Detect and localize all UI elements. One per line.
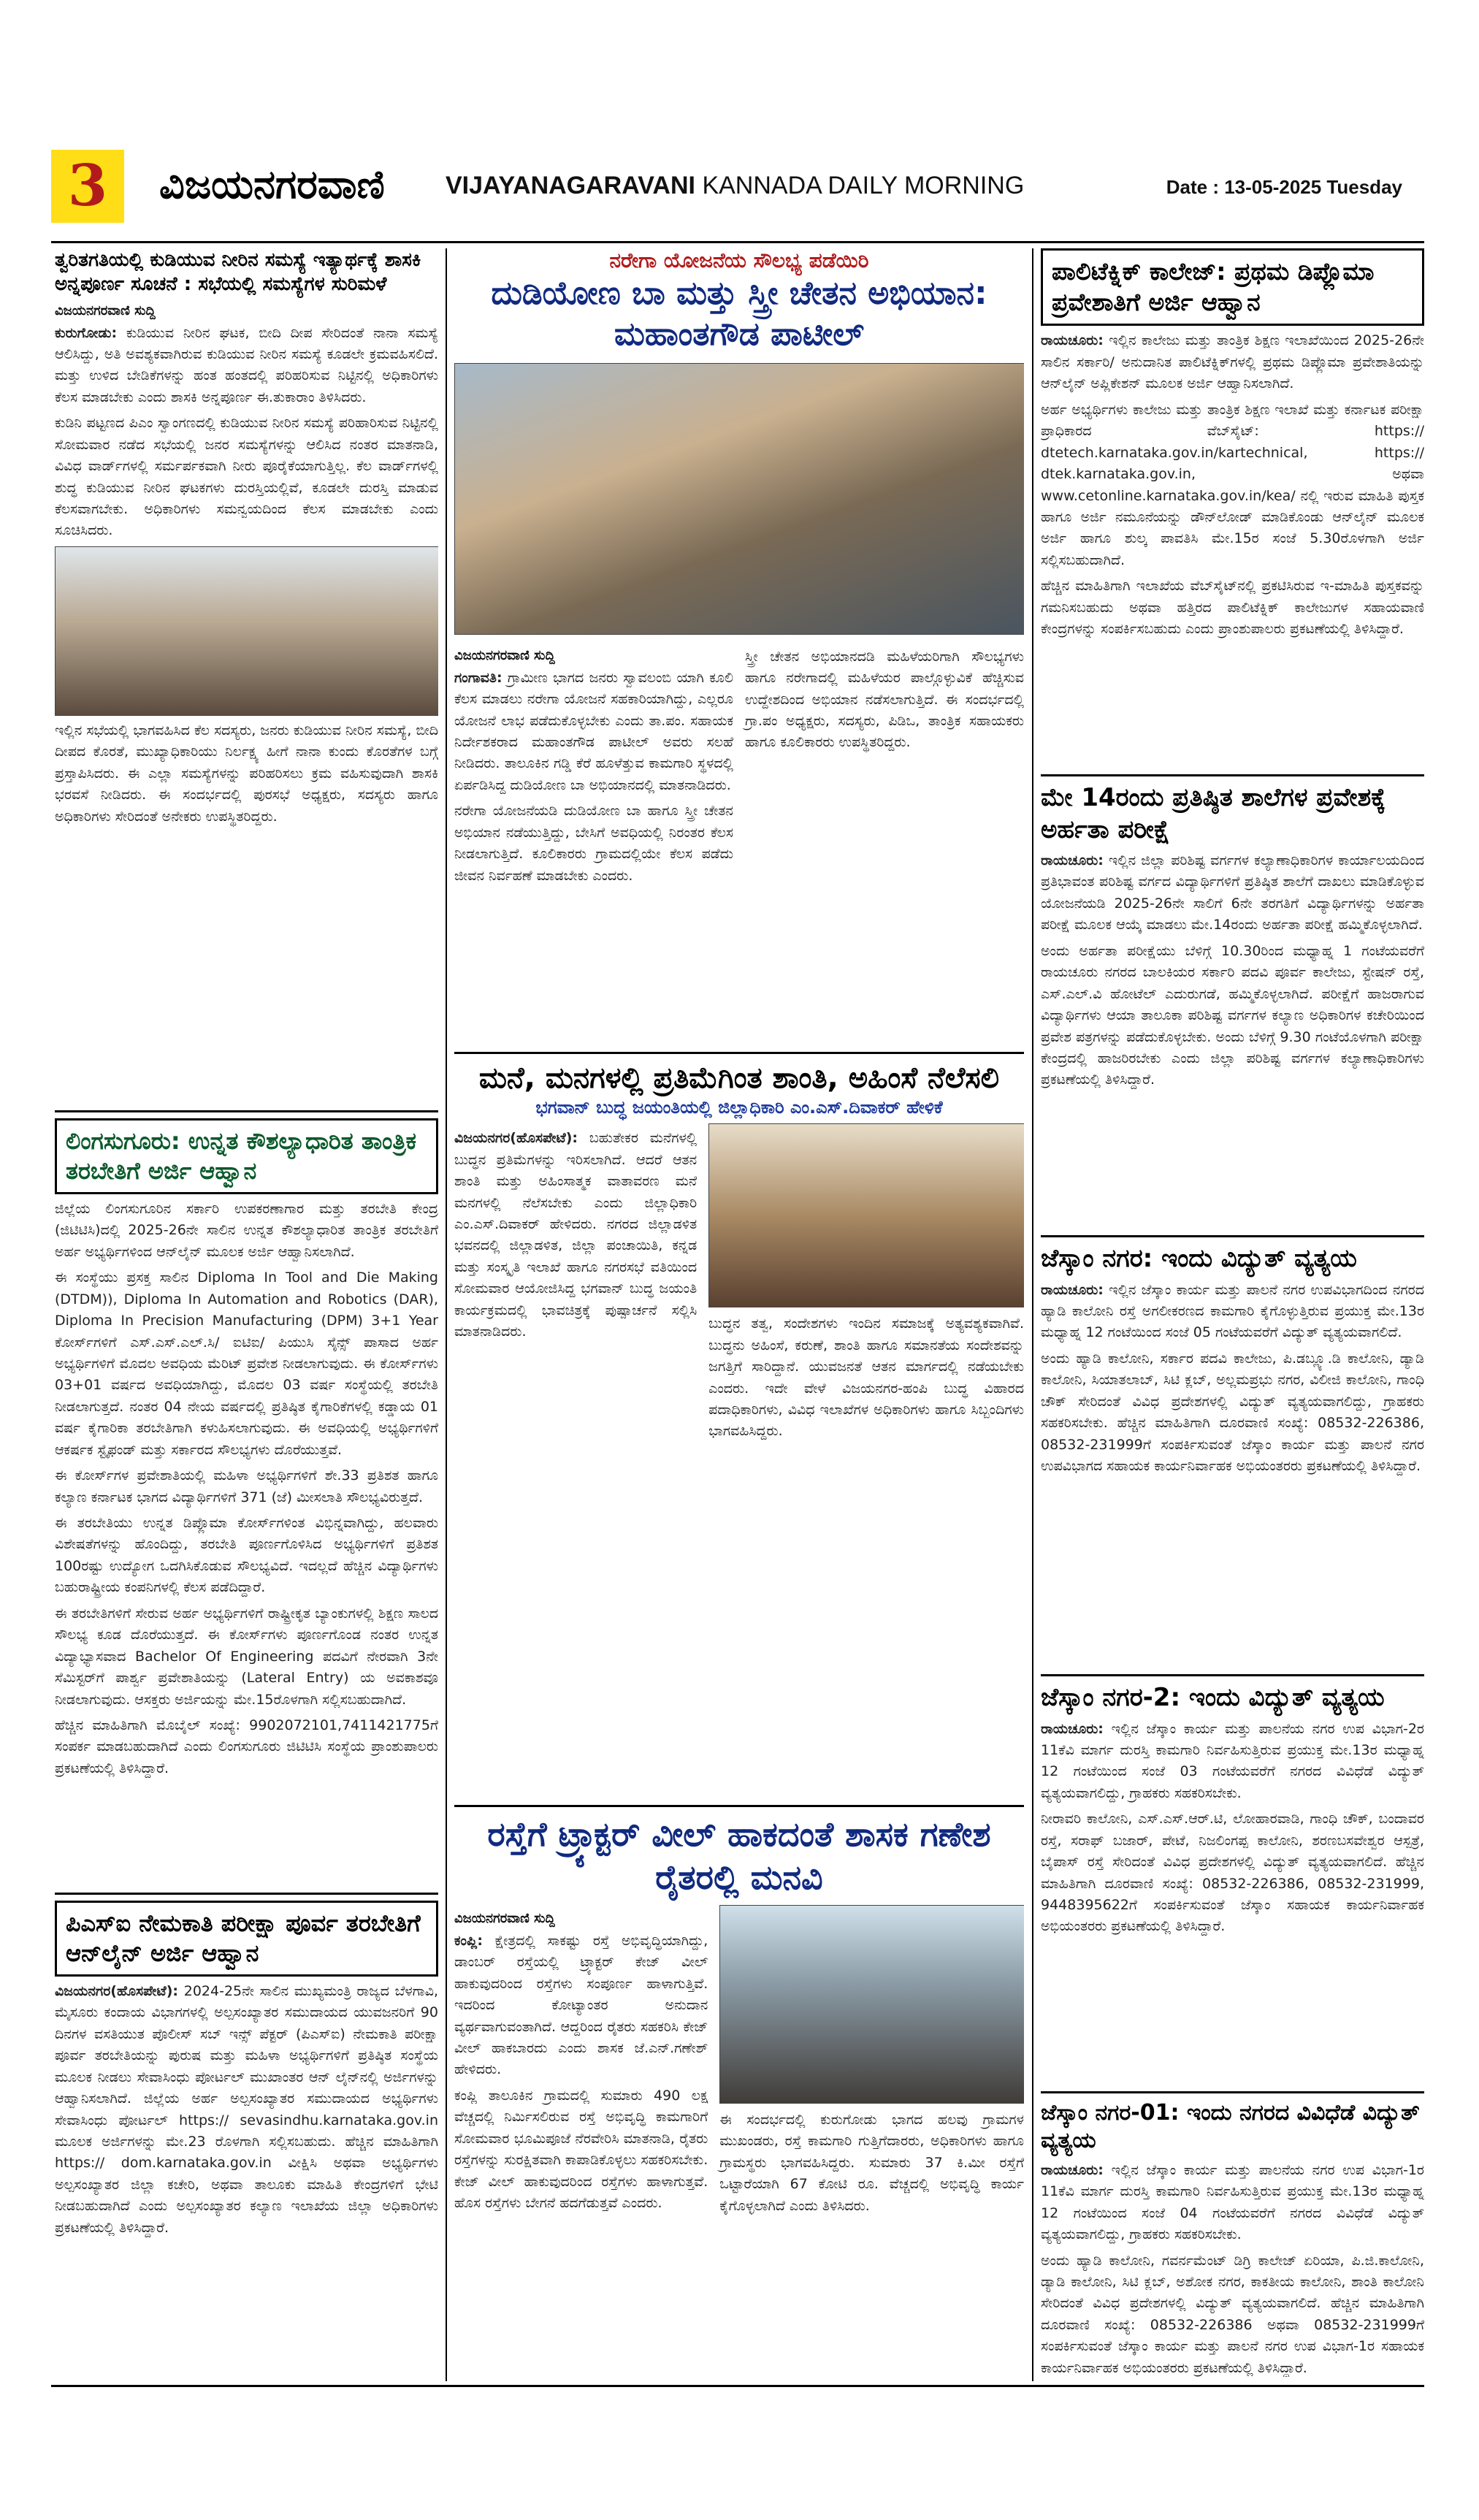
article-paragraph: ಅಂದು ಹ್ಯಾಡಿ ಕಾಲೋನಿ, ಗವರ್ನಮೆಂಟ್ ಡಿಗ್ರಿ ಕಾಲೇಜ್ ಏರಿಯಾ, ಪಿ.ಜಿ.ಕಾಲೋನಿ, ಡ್ಯಾಡಿ ಕಾಲೋನಿ, ಸಿಟಿ ಕ್ಲಬ್, ಅಶೋಕ ನಗರ, ಕಾಕತೀಯ ಕಾಲೋನಿ, ಶಾಂತಿ ಕಾಲೋನಿ ಸೇರಿದಂತೆ ವಿವಿಧ ಪ್ರದೇಶಗಳಲ್ಲಿ ವಿದ್ಯುತ್ ವ್ಯತ್ಯಯವಾಗಲಿದೆ. ಹೆಚ್ಚಿನ ಮಾಹಿತಿಗಾಗಿ ದೂರವಾಣಿ ಸಂಖ್ಯೆ: 08532-226386 ಅಥವಾ 08532-231999ಗೆ ಸಂಪರ್ಕಿಸುವಂತೆ ಜೆಸ್ಕಾಂ ಕಾರ್ಯ ಮತ್ತು ಪಾಲನೆ ನಗರ ಉಪ ವಿಭಾಗ-1ರ ಸಹಾಯಕ ಕಾರ್ಯನಿರ್ವಾಹಕ ಅಭಿಯಂತರರು ಪ್ರಕಟಣೆಯಲ್ಲಿ ತಿಳಿಸಿದ್ದಾರೆ.	[1041, 2252, 1424, 2376]
article-paragraph: ಈ ಸಂದರ್ಭದಲ್ಲಿ ಕುರುಗೋಡು ಭಾಗದ ಹಲವು ಗ್ರಾಮಗಳ ಮುಖಂಡರು, ರಸ್ತೆ ಕಾಮಗಾರಿ ಗುತ್ತಿಗೆದಾರರು, ಅಧಿಕಾರಿಗಳು ಹಾಗೂ ಗ್ರಾಮಸ್ಥರು ಭಾಗವಹಿಸಿದ್ದರು. ಸುಮಾರು 37 ಕಿ.ಮೀ ರಸ್ತೆಗೆ ಒಟ್ಟಾರೆಯಾಗಿ 67 ಕೋಟಿ ರೂ. ವೆಚ್ಚದಲ್ಲಿ ಅಭಿವೃದ್ಧಿ ಕಾರ್ಯ ಕೈಗೊಳ್ಳಲಾಗಿದೆ ಎಂದು ತಿಳಿಸಿದರು.	[719, 2111, 1024, 2214]
article-entrance-exam	[1041, 782, 1424, 1235]
article-separator	[1041, 1235, 1424, 1237]
article-paragraph	[55, 323, 438, 409]
text-column	[719, 1905, 1024, 2221]
headline: ಮೇ 14ರಂದು ಪ್ರತಿಷ್ಠಿತ ಶಾಲೆಗಳ ಪ್ರವೇಶಕ್ಕೆ ಅರ್ಹತಾ ಪರೀಕ್ಷೆ	[1041, 783, 1386, 844]
article-polytechnic	[1041, 248, 1424, 774]
masthead-rule	[51, 241, 1424, 243]
article-escom-2	[1041, 1682, 1424, 2091]
dateline: ರಾಯಚೂರು:	[1041, 852, 1104, 869]
meeting-photo	[55, 546, 438, 716]
ground-breaking-photo	[719, 1905, 1024, 2104]
dateline: ಕುರುಗೋಡು:	[55, 324, 118, 341]
column-divider-left	[446, 248, 447, 2381]
dateline: ವಿಜಯನಗರ(ಹೊಸಪೇಟೆ):	[55, 1982, 178, 1999]
article-paragraph: ಅಂದು ಅರ್ಹತಾ ಪರೀಕ್ಷೆಯು ಬೆಳಿಗ್ಗೆ 10.30ರಿಂದ ಮಧ್ಯಾಹ್ನ 1 ಗಂಟೆಯವರೆಗೆ ರಾಯಚೂರು ನಗರದ ಬಾಲಕಿಯರ ಸರ್ಕಾರಿ ಪದವಿ ಪೂರ್ವ ಕಾಲೇಜು, ಸ್ಟೇಷನ್ ರಸ್ತೆ, ಎಸ್.ಎಲ್.ವಿ ಹೋಟೆಲ್ ಎದುರುಗಡೆ, ಹಮ್ಮಿಕೊಳ್ಳಲಾಗಿದೆ. ಪರೀಕ್ಷೆಗೆ ಹಾಜರಾಗುವ ವಿದ್ಯಾರ್ಥಿಗಳು ಆಯಾ ತಾಲೂಕಾ ಪರಿಶಿಷ್ಟ ವರ್ಗಗಳ ಕಲ್ಯಾಣ ಅಧಿಕಾರಿಗಳ ಕಚೇರಿಯಿಂದ ಪ್ರವೇಶ ಪತ್ರಗಳನ್ನು ಪಡೆದುಕೊಳ್ಳಬೇಕು. ಅಂದು ಬೆಳಿಗ್ಗೆ 9.30 ಗಂಟೆಯೊಳಗಾಗಿ ಪರೀಕ್ಷಾ ಕೇಂದ್ರದಲ್ಲಿ ಹಾಜರಿರಬೇಕು ಎಂದು ಜಿಲ್ಲಾ ಪರಿಶಿಷ್ಟ ವರ್ಗಗಳ ಕಲ್ಯಾಣಾಧಿಕಾರಿಗಳು ಪ್ರಕಟಣೆಯಲ್ಲಿ ತಿಳಿಸಿದ್ದಾರೆ.	[1041, 942, 1424, 1088]
article-psi-training	[55, 1901, 438, 2346]
dateline: ಗಂಗಾವತಿ:	[454, 669, 502, 686]
article-paragraph	[1041, 850, 1424, 936]
headline: ಜೆಸ್ಕಾಂ ನಗರ-01: ಇಂದು ನಗರದ ವಿವಿಧೆಡೆ ವಿದ್ಯುತ್ ವ್ಯತ್ಯಯ	[1041, 2100, 1420, 2154]
dateline: ವಿಜಯನಗರ(ಹೊಸಪೇಟೆ):	[454, 1130, 578, 1147]
page-number-badge: 3	[51, 150, 124, 223]
paper-name-kannada: ವಿಜಯನಗರವಾಣಿ	[159, 161, 385, 207]
dateline: ರಾಯಚೂರು:	[1041, 1720, 1104, 1737]
paper-name-english	[446, 172, 1024, 200]
article-separator	[1041, 2091, 1424, 2093]
column-left	[55, 248, 438, 2346]
article-paragraph: ಅಂದು ಹ್ಯಾಡಿ ಕಾಲೋನಿ, ಸರ್ಕಾರ ಪದವಿ ಕಾಲೇಜು, ಪಿ.ಡಬ್ಲ್ಯೂ.ಡಿ ಕಾಲೋನಿ, ಡ್ಯಾಡಿ ಕಾಲೋನಿ, ಸಿಯಾತಲಾಬ್, ಸಿಟಿ ಕ್ಲಬ್, ಅಲ್ಲಮಪ್ರಭು ನಗರ, ವಿಲೀಜಿ ಕಾಲೋನಿ, ಗಾಂಧಿ ಚೌಕ್ ಸೇರಿದಂತೆ ವಿವಿಧ ಪ್ರದೇಶಗಳಲ್ಲಿ ವಿದ್ಯುತ್ ವ್ಯತ್ಯಯವಾಗಲಿದ್ದು, ಗ್ರಾಹಕರು ಸಹಕರಿಸಬೇಕು. ಹೆಚ್ಚಿನ ಮಾಹಿತಿಗಾಗಿ ದೂರವಾಣಿ ಸಂಖ್ಯೆ: 08532-226386, 08532-231999ಗೆ ಸಂಪರ್ಕಿಸುವಂತೆ ಜೆಸ್ಕಾಂ ಕಾರ್ಯ ಮತ್ತು ಪಾಲನೆ ನಗರ ಉಪವಿಭಾಗದ ಸಹಾಯಕ ಕಾರ್ಯನಿರ್ವಾಹಕ ಅಭಿಯಂತರರು ಪ್ರಕಟಣೆಯಲ್ಲಿ ತಿಳಿಸಿದ್ದಾರೆ.	[1041, 1350, 1424, 1475]
dateline: ಕಂಪ್ಲಿ:	[454, 1932, 484, 1949]
paper-name-english-bold: VIJAYANAGARAVANI	[446, 172, 695, 199]
subheadline: ಭಗವಾನ್ ಬುದ್ಧ ಜಯಂತಿಯಲ್ಲಿ ಜಿಲ್ಲಾಧಿಕಾರಿ ಎಂ.ಎಸ್.ದಿವಾಕರ್ ಹೇಳಿಕೆ	[535, 1097, 943, 1118]
paragraph-text: ಬಹುತೇಕರ ಮನೆಗಳಲ್ಲಿ ಬುದ್ಧನ ಪ್ರತಿಮೆಗಳನ್ನು ಇರಿಸಲಾಗಿದೆ. ಆದರೆ ಆತನ ಶಾಂತಿ ಮತ್ತು ಅಹಿಂಸಾತ್ಮಕ ವಾತಾವರಣ ಮನೆ ಮನಗಳಲ್ಲಿ ನೆಲೆಸಬೇಕು ಎಂದು ಜಿಲ್ಲಾಧಿಕಾರಿ ಎಂ.ಎಸ್.ದಿವಾಕರ್ ಹೇಳಿದರು. ನಗರದ ಜಿಲ್ಲಾಡಳಿತ ಭವನದಲ್ಲಿ ಜಿಲ್ಲಾಡಳಿತ, ಜಿಲ್ಲಾ ಪಂಚಾಯಿತಿ, ಕನ್ನಡ ಮತ್ತು ಸಂಸ್ಕೃತಿ ಇಲಾಖೆ ಹಾಗೂ ನಗರಸಭೆ ವತಿಯಿಂದ ಸೋಮವಾರ ಆಯೋಜಿಸಿದ್ದ ಭಗವಾನ್ ಬುದ್ಧ ಜಯಂತಿ ಕಾರ್ಯಕ್ರಮದಲ್ಲಿ ಭಾವಚಿತ್ರಕ್ಕೆ ಪುಷ್ಪಾರ್ಚನೆ ಸಲ್ಲಿಸಿ ಮಾತನಾಡಿದರು.	[454, 1130, 698, 1340]
dateline: ರಾಯಚೂರು:	[1041, 332, 1104, 349]
article-paragraph: ಸ್ತ್ರೀ ಚೇತನ ಅಭಿಯಾನದಡಿ ಮಹಿಳೆಯರಿಗಾಗಿ ಸೌಲಭ್ಯಗಳು ಹಾಗೂ ನರೇಗಾದಲ್ಲಿ ಮಹಿಳೆಯರ ಪಾಲ್ಗೊಳ್ಳುವಿಕೆ ಹೆಚ್ಚಿಸುವ ಉದ್ದೇಶದಿಂದ ಅಭಿಯಾನ ನಡೆಸಲಾಗುತ್ತಿದೆ. ಈ ಸಂದರ್ಭದಲ್ಲಿ ಗ್ರಾ.ಪಂ ಅಧ್ಯಕ್ಷರು, ಸದಸ್ಯರು, ಪಿಡಿಒ, ತಾಂತ್ರಿಕ ಸಹಾಯಕರು ಹಾಗೂ ಕೂಲಿಕಾರರು ಉಪಸ್ಥಿತರಿದ್ದರು.	[745, 648, 1024, 751]
article-paragraph: ಬುದ್ಧನ ತತ್ವ, ಸಂದೇಶಗಳು ಇಂದಿನ ಸಮಾಜಕ್ಕೆ ಅತ್ಯವಶ್ಯಕವಾಗಿವೆ. ಬುದ್ಧನು ಅಹಿಂಸೆ, ಕರುಣೆ, ಶಾಂತಿ ಹಾಗೂ ಸಮಾನತೆಯ ಸಂದೇಶವನ್ನು ಜಗತ್ತಿಗೆ ಸಾರಿದ್ದಾನೆ. ಯುವಜನತೆ ಆತನ ಮಾರ್ಗದಲ್ಲಿ ನಡೆಯಬೇಕು ಎಂದರು. ಇದೇ ವೇಳೆ ವಿಜಯನಗರ-ಹಂಪಿ ಬುದ್ಧ ವಿಹಾರದ ಪದಾಧಿಕಾರಿಗಳು, ವಿವಿಧ ಇಲಾಖೆಗಳ ಅಧಿಕಾರಿಗಳು ಹಾಗೂ ಸಿಬ್ಬಂದಿಗಳು ಭಾಗವಹಿಸಿದ್ದರು.	[708, 1316, 1024, 1440]
text-column	[708, 1123, 1024, 1447]
buddha-jayanti-photo	[708, 1123, 1024, 1307]
article-paragraph: ಈ ಕೋರ್ಸ್‌ಗಳ ಪ್ರವೇಶಾತಿಯಲ್ಲಿ ಮಹಿಳಾ ಅಭ್ಯರ್ಥಿಗಳಿಗೆ ಶೇ.33 ಪ್ರತಿಶತ ಹಾಗೂ ಕಲ್ಯಾಣ ಕರ್ನಾಟಕ ಭಾಗದ ವಿದ್ಯಾರ್ಥಿಗಳಿಗೆ 371 (ಜೆ) ಮೀಸಲಾತಿ ಸೌಲಭ್ಯವಿರುತ್ತದೆ.	[55, 1467, 438, 1505]
article-tractor-wheel	[454, 1813, 1024, 2375]
article-paragraph: ಈ ಸಂಸ್ಥೆಯು ಪ್ರಸಕ್ತ ಸಾಲಿನ Diploma In Tool and Die Making (DTDM)), Diploma In Automation and Robotics (DAR), Diploma In Precision Manufacturing (DPM) 3+1 Year ಕೋರ್ಸ್‌ಗಳಿಗೆ ಎಸ್.ಎಸ್.ಎಲ್.ಸಿ/ ಐಟಿಐ/ ಪಿಯುಸಿ ಸೈನ್ಸ್ ಪಾಸಾದ ಅರ್ಹ ಅಭ್ಯರ್ಥಿಗಳಿಗೆ ಮೊದಲ ಅವಧಿಯ ಮೆರಿಟ್ ಪ್ರವೇಶ ನೀಡಲಾಗುವುದು. ಈ ಕೋರ್ಸ್‌ಗಳು 03+01 ವರ್ಷದ ಅವಧಿಯಾಗಿದ್ದು, ಮೊದಲ 03 ವರ್ಷ ಸಂಸ್ಥೆಯಲ್ಲಿ ತರಬೇತಿ ನೀಡಲಾಗುತ್ತದೆ. ನಂತರ 04 ನೇಯ ವರ್ಷದಲ್ಲಿ ಪ್ರತಿಷ್ಠಿತ ಕೈಗಾರಿಕೆಗಳಲ್ಲಿ ಕಡ್ಡಾಯ 01 ವರ್ಷ ಕೈಗಾರಿಕಾ ತರಬೇತಿಗಾಗಿ ಕಳುಹಿಸಲಾಗುವುದು. ಈ ಅವಧಿಯಲ್ಲಿ ಅಭ್ಯರ್ಥಿಗಳಿಗೆ ಆಕರ್ಷಕ ಸ್ಟೈಫಂಡ್ ಮತ್ತು ಸರ್ಕಾರದ ಸೌಲಭ್ಯಗಳು ದೊರೆಯುತ್ತವೆ.	[55, 1269, 438, 1458]
headline: ರಸ್ತೆಗೆ ಟ್ರ್ಯಾಕ್ಟರ್ ವೀಲ್ ಹಾಕದಂತೆ ಶಾಸಕ ಗಣೇಶ ರೈತರಲ್ಲಿ ಮನವಿ	[487, 1814, 991, 1897]
paragraph-text: ಇಲ್ಲಿನ ಜಿಲ್ಲಾ ಪರಿಶಿಷ್ಟ ವರ್ಗಗಳ ಕಲ್ಯಾಣಾಧಿಕಾರಿಗಳ ಕಾರ್ಯಾಲಯದಿಂದ ಪ್ರತಿಭಾವಂತ ಪರಿಶಿಷ್ಟ ವರ್ಗದ ವಿದ್ಯಾರ್ಥಿಗಳಿಗೆ ಪ್ರತಿಷ್ಠಿತ ಶಾಲೆಗೆ ದಾಖಲು ಮಾಡಿಕೊಳ್ಳುವ ಯೋಜನೆಯಡಿ 2025-26ನೇ ಸಾಲಿಗೆ 6ನೇ ತರಗತಿಗೆ ವಿದ್ಯಾರ್ಥಿಗಳನ್ನು ಅರ್ಹತಾ ಪರೀಕ್ಷೆ ಮೂಲಕ ಆಯ್ಕೆ ಮಾಡಲು ಮೇ.14ರಂದು ಅರ್ಹತಾ ಪರೀಕ್ಷೆ ಹಮ್ಮಿಕೊಳ್ಳಲಾಗಿದೆ.	[1041, 852, 1424, 933]
dateline: ರಾಯಚೂರು:	[1041, 2161, 1104, 2178]
article-paragraph: ಜಿಲ್ಲೆಯ ಲಿಂಗಸುಗೂರಿನ ಸರ್ಕಾರಿ ಉಪಕರಣಾಗಾರ ಮತ್ತು ತರಬೇತಿ ಕೇಂದ್ರ (ಜಿಟಿಟಿಸಿ)ದಲ್ಲಿ 2025-26ನೇ ಸಾಲಿನ ಉನ್ನತ ಕೌಶಲ್ಯಾಧಾರಿತ ತಾಂತ್ರಿಕ ತರಬೇತಿಗೆ ಅರ್ಹ ಅಭ್ಯರ್ಥಿಗಳಿಂದ ಆನ್‌ಲೈನ್ ಮೂಲಕ ಅರ್ಜಿ ಆಹ್ವಾನಿಸಲಾಗಿದೆ.	[55, 1200, 438, 1260]
article-paragraph: ಹೆಚ್ಚಿನ ಮಾಹಿತಿಗಾಗಿ ಇಲಾಖೆಯ ವೆಬ್‌ಸೈಟ್‌ನಲ್ಲಿ ಪ್ರಕಟಿಸಿರುವ ಇ-ಮಾಹಿತಿ ಪುಸ್ತಕವನ್ನು ಗಮನಿಸಬಹುದು ಅಥವಾ ಹತ್ತಿರದ ಪಾಲಿಟೆಕ್ನಿಕ್ ಕಾಲೇಜುಗಳ ಸಹಾಯವಾಣಿ ಕೇಂದ್ರಗಳನ್ನು ಸಂಪರ್ಕಿಸಬಹುದು ಎಂದು ಪ್ರಾಂಶುಪಾಲರು ಪ್ರಕಟಣೆಯಲ್ಲಿ ತಿಳಿಸಿದ್ದಾರೆ.	[1041, 578, 1424, 638]
article-paragraph: ಈ ತರಬೇತಿಗಳಿಗೆ ಸೇರುವ ಅರ್ಹ ಅಭ್ಯರ್ಥಿಗಳಿಗೆ ರಾಷ್ಟ್ರೀಕೃತ ಬ್ಯಾಂಕುಗಳಲ್ಲಿ ಶಿಕ್ಷಣ ಸಾಲದ ಸೌಲಭ್ಯ ಕೂಡ ದೊರೆಯುತ್ತದೆ. ಈ ಕೋರ್ಸ್‌ಗಳು ಪೂರ್ಣಗೊಂಡ ನಂತರ ಉನ್ನತ ವಿದ್ಯಾಭ್ಯಾಸವಾದ Bachelor Of Engineering ಪದವಿಗೆ ನೇರವಾಗಿ 3ನೇ ಸೆಮಿಸ್ಟರ್‌ಗೆ ಪಾರ್ಶ್ವ ಪ್ರವೇಶಾತಿಯನ್ನು (Lateral Entry) ಯ ಅವಕಾಶವೂ ನೀಡಲಾಗುವುದು. ಆಸಕ್ತರು ಅರ್ಜಿಯನ್ನು ಮೇ.15ರೊಳಗಾಗಿ ಸಲ್ಲಿಸಬಹುದಾಗಿದೆ.	[55, 1605, 438, 1708]
byline: ವಿಜಯನಗರವಾಣಿ ಸುದ್ದಿ	[454, 1910, 555, 1926]
paragraph-text: ಇಲ್ಲಿನ ಕಾಲೇಜು ಮತ್ತು ತಾಂತ್ರಿಕ ಶಿಕ್ಷಣ ಇಲಾಖೆಯಿಂದ 2025-26ನೇ ಸಾಲಿನ ಸರ್ಕಾರಿ/ ಅನುದಾನಿತ ಪಾಲಿಟೆಕ್ನಿಕ್‌ಗಳಲ್ಲಿ ಪ್ರಥಮ ಡಿಪ್ಲೊಮಾ ಪ್ರವೇಶಾತಿಯನ್ನು ಆನ್‌ಲೈನ್ ಅಪ್ಲಿಕೇಶನ್ ಮೂಲಕ ಅರ್ಜಿ ಆಹ್ವಾನಿಸಲಾಗಿದೆ.	[1041, 332, 1424, 392]
paragraph-text: ಕ್ಷೇತ್ರದಲ್ಲಿ ಸಾಕಷ್ಟು ರಸ್ತೆ ಅಭಿವೃದ್ಧಿಯಾಗಿದ್ದು, ಡಾಂಬರ್ ರಸ್ತೆಯಲ್ಲಿ ಟ್ರ್ಯಾಕ್ಟರ್ ಕೇಜ್ ವೀಲ್ ಹಾಕುವುದರಿಂದ ರಸ್ತೆಗಳು ಸಂಪೂರ್ಣ ಹಾಳಾಗುತ್ತಿವೆ. ಇದರಿಂದ ಕೋಟ್ಯಾಂತರ ಅನುದಾನ ವ್ಯರ್ಥವಾಗುವಂತಾಗಿದೆ. ಆದ್ದರಿಂದ ರೈತರು ಸಹಕರಿಸಿ ಕೇಜ್ ವೀಲ್ ಹಾಕಬಾರದು ಎಂದು ಶಾಸಕ ಜೆ.ಎನ್.ಗಣೇಶ್ ಹೇಳಿದರು.	[454, 1932, 708, 2078]
paragraph-text: ಇಲ್ಲಿನ ಜೆಸ್ಕಾಂ ಕಾರ್ಯ ಮತ್ತು ಪಾಲನೆ ನಗರ ಉಪವಿಭಾಗದಿಂದ ನಗರದ ಹ್ಯಾಡಿ ಕಾಲೋನಿ ರಸ್ತೆ ಅಗಲೀಕರಣದ ಕಾಮಗಾರಿ ಕೈಗೊಳ್ಳುತ್ತಿರುವ ಪ್ರಯುಕ್ತ ಮೇ.13ರ ಮಧ್ಯಾಹ್ನ 12 ಗಂಟೆಯಿಂದ ಸಂಜೆ 05 ಗಂಟೆಯವರೆಗೆ ವಿದ್ಯುತ್ ವ್ಯತ್ಯಯವಾಗಲಿದೆ.	[1041, 1281, 1424, 1341]
article-paragraph: ನೀರಾವರಿ ಕಾಲೋನಿ, ಎಸ್.ಎಸ್.ಆರ್.ಟಿ, ಲೋಹಾರವಾಡಿ, ಗಾಂಧಿ ಚೌಕ್, ಬಂದಾವರ ರಸ್ತೆ, ಸರಾಫ್ ಬಜಾರ್, ಪೇಟೆ, ನಿಜಲಿಂಗಪ್ಪ ಕಾಲೋನಿ, ಶರಣಬಸವೇಶ್ವರ ಆಸ್ಪತ್ರೆ, ಬೈಪಾಸ್ ರಸ್ತೆ ಸೇರಿದಂತೆ ವಿವಿಧ ಪ್ರದೇಶಗಳಲ್ಲಿ ವಿದ್ಯುತ್ ವ್ಯತ್ಯಯವಾಗಲಿದೆ. ಹೆಚ್ಚಿನ ಮಾಹಿತಿಗಾಗಿ ದೂರವಾಣಿ ಸಂಖ್ಯೆ: 08532-226386, 08532-231999, 9448395622ಗೆ ಸಂಪರ್ಕಿಸುವಂತೆ ಜೆಸ್ಕಾಂ ಸಹಾಯಕ ಕಾರ್ಯನಿರ್ವಾಹಕ ಅಭಿಯಂತರರು ಪ್ರಕಟಣೆಯಲ್ಲಿ ತಿಳಿಸಿದ್ದಾರೆ.	[1041, 1811, 1424, 1935]
headline: ತ್ವರಿತಗತಿಯಲ್ಲಿ ಕುಡಿಯುವ ನೀರಿನ ಸಮಸ್ಯೆ ಇತ್ಯಾರ್ಥಕ್ಕೆ ಶಾಸಕಿ ಅನ್ನಪೂರ್ಣ ಸೂಚನೆ : ಸಭೆಯಲ್ಲಿ ಸಮಸ್ಯೆಗಳ ಸುರಿಮಳೆ	[55, 249, 421, 296]
article-paragraph: ಅರ್ಹ ಅಭ್ಯರ್ಥಿಗಳು ಕಾಲೇಜು ಮತ್ತು ತಾಂತ್ರಿಕ ಶಿಕ್ಷಣ ಇಲಾಖೆ ಮತ್ತು ಕರ್ನಾಟಕ ಪರೀಕ್ಷಾ ಪ್ರಾಧಿಕಾರದ ವೆಬ್‌ಸೈಟ್: https:// dtetech.karnataka.gov.in/kartechnical, https:// dtek.karnataka.gov.in, ಅಥವಾ www.cetonline.karnataka.gov.in/kea/ ನಲ್ಲಿ ಇರುವ ಮಾಹಿತಿ ಪುಸ್ತಕ ಹಾಗೂ ಅರ್ಜಿ ನಮೂನೆಯನ್ನು ಡೌನ್‌ಲೋಡ್ ಮಾಡಿಕೊಂಡು ಆನ್‌ಲೈನ್ ಮೂಲಕ ಅರ್ಜಿ ಹಾಗೂ ಶುಲ್ಕ ಪಾವತಿಸಿ ಮೇ.15ರ ಸಂಜೆ 5.30ರೊಳಗಾಗಿ ಅರ್ಜಿ ಸಲ್ಲಿಸಬಹುದಾಗಿದೆ.	[1041, 401, 1424, 568]
headline: ಪಾಲಿಟೆಕ್ನಿಕ್ ಕಾಲೇಜ್: ಪ್ರಥಮ ಡಿಪ್ಲೊಮಾ ಪ್ರವೇಶಾತಿಗೆ ಅರ್ಜಿ ಆಹ್ವಾನ	[1041, 248, 1424, 326]
two-column-text	[454, 1905, 1024, 2221]
footer-rule	[51, 2385, 1424, 2387]
group-photo	[454, 363, 1024, 635]
byline: ವಿಜಯನಗರವಾಣಿ ಸುದ್ದಿ	[55, 302, 156, 318]
text-column	[745, 642, 1024, 891]
headline: ಮನೆ, ಮನಗಳಲ್ಲಿ ಪ್ರತಿಮೆಗಿಂತ ಶಾಂತಿ, ಅಹಿಂಸೆ ನೆಲೆಸಲಿ	[478, 1061, 1000, 1095]
article-paragraph: ನರೇಗಾ ಯೋಜನೆಯಡಿ ದುಡಿಯೋಣ ಬಾ ಹಾಗೂ ಸ್ತ್ರೀ ಚೇತನ ಅಭಿಯಾನ ನಡೆಯುತ್ತಿದ್ದು, ಬೇಸಿಗೆ ಅವಧಿಯಲ್ಲಿ ನಿರಂತರ ಕೆಲಸ ನೀಡಲಾಗುತ್ತಿದೆ. ಕೂಲಿಕಾರರು ಗ್ರಾಮದಲ್ಲಿಯೇ ಕೆಲಸ ಪಡೆದು ಜೀವನ ನಿರ್ವಹಣೆ ಮಾಡಬೇಕು ಎಂದರು.	[454, 803, 733, 884]
article-paragraph	[454, 668, 733, 797]
article-paragraph	[1041, 1280, 1424, 1344]
article-separator	[55, 1110, 438, 1112]
article-paragraph: ಕುಡಿನಿ ಪಟ್ಟಣದ ಪಿಎಂ ಸ್ವಾಂಗಣದಲ್ಲಿ ಕುಡಿಯುವ ನೀರಿನ ಸಮಸ್ಯೆ ಪರಿಹಾರಿಸುವ ನಿಟ್ಟಿನಲ್ಲಿ ಸೋಮವಾರ ನಡೆದ ಸಭೆಯಲ್ಲಿ ಜನರ ಸಮಸ್ಯೆಗಳನ್ನು ಆಲಿಸಿದ ನಂತರ ಮಾತನಾಡಿ, ವಿವಿಧ ವಾರ್ಡ್‌ಗಳಲ್ಲಿ ಸರ್ಮರ್ಪಕವಾಗಿ ನೀರು ಪೂರೈಕೆಯಾಗುತ್ತಿಲ್ಲ. ಕೆಲ ವಾರ್ಡ್‌ಗಳಲ್ಲಿ ಶುದ್ಧ ಕುಡಿಯುವ ನೀರಿನ ಘಟಕಗಳು ದುರಸ್ತಿಯಲ್ಲಿವೆ, ಕೂಡಲೇ ದುರಸ್ತಿ ಮಾಡುವ ಕೆಲಸವಾಗಬೇಕು. ಅಧಿಕಾರಿಗಳು ಸಮನ್ವಯದಿಂದ ಕೆಲಸ ಮಾಡಬೇಕು ಎಂದು ಸೂಚಿಸಿದರು.	[55, 415, 438, 539]
headline: ದುಡಿಯೋಣ ಬಾ ಮತ್ತು ಸ್ತ್ರೀ ಚೇತನ ಅಭಿಯಾನ: ಮಹಾಂತಗೌಡ ಪಾಟೀಲ್	[491, 275, 987, 354]
issue-date: Date : 13-05-2025 Tuesday	[1166, 176, 1402, 198]
paragraph-text: ಇಲ್ಲಿನ ಜೆಸ್ಕಾಂ ಕಾರ್ಯ ಮತ್ತು ಪಾಲನೆಯ ನಗರ ಉಪ ವಿಭಾಗ-2ರ 11ಕೆವಿ ಮಾರ್ಗ ದುರಸ್ತಿ ಕಾಮಗಾರಿ ನಿರ್ವಹಿಸುತ್ತಿರುವ ಪ್ರಯುಕ್ತ ಮೇ.13ರ ಮಧ್ಯಾಹ್ನ 12 ಗಂಟೆಯಿಂದ ಸಂಜೆ 03 ಗಂಟೆಯವರೆಗೆ ನಗರದ ವಿವಿಧೆಡೆ ವಿದ್ಯುತ್ ವ್ಯತ್ಯಯವಾಗಲಿದ್ದು, ಗ್ರಾಹಕರು ಸಹಕರಿಸಬೇಕು.	[1041, 1720, 1424, 1801]
dateline: ರಾಯಚೂರು:	[1041, 1281, 1104, 1298]
two-column-text	[454, 1123, 1024, 1447]
headline: ಜೆಸ್ಕಾಂ ನಗರ: ಇಂದು ವಿದ್ಯುತ್ ವ್ಯತ್ಯಯ	[1041, 1244, 1357, 1273]
headline: ಪಿಎಸ್‌ಐ ನೇಮಕಾತಿ ಪರೀಕ್ಷಾ ಪೂರ್ವ ತರಬೇತಿಗೆ ಆನ್‌ಲೈನ್ ಅರ್ಜಿ ಆಹ್ವಾನ	[55, 1901, 438, 1977]
article-separator	[454, 1052, 1024, 1054]
article-gttc-admission	[55, 1118, 438, 1893]
article-separator	[1041, 1674, 1424, 1676]
article-paragraph	[55, 1981, 438, 2239]
article-paragraph: ಇಲ್ಲಿನ ಸಭೆಯಲ್ಲಿ ಭಾಗವಹಿಸಿದ ಕೆಲ ಸದಸ್ಯರು, ಜನರು ಕುಡಿಯುವ ನೀರಿನ ಸಮಸ್ಯೆ, ಬೀದಿ ದೀಪದ ಕೊರತೆ, ಮುಖ್ಯಾಧಿಕಾರಿಯು ನಿರ್ಲಕ್ಷ್ಯ ಹೀಗೆ ನಾನಾ ಕುಂದು ಕೊರತೆಗಳ ಬಗ್ಗೆ ಪ್ರಸ್ತಾಪಿಸಿದರು. ಈ ಎಲ್ಲಾ ಸಮಸ್ಯೆಗಳನ್ನು ಪರಿಹರಿಸಲು ಕ್ರಮ ವಹಿಸುವುದಾಗಿ ಶಾಸಕಿ ಭರವಸೆ ನೀಡಿದರು. ಈ ಸಂದರ್ಭದಲ್ಲಿ ಪುರಸಭೆ ಅಧ್ಯಕ್ಷರು, ಸದಸ್ಯರು ಹಾಗೂ ಅಧಿಕಾರಿಗಳು ಸೇರಿದಂತೆ ಅನೇಕರು ಉಪಸ್ಥಿತರಿದ್ದರು.	[55, 722, 438, 825]
headline: ಲಿಂಗಸುಗೂರು: ಉನ್ನತ ಕೌಶಲ್ಯಾಧಾರಿತ ತಾಂತ್ರಿಕ ತರಬೇತಿಗೆ ಅರ್ಜಿ ಆಹ್ವಾನ	[55, 1118, 438, 1194]
paragraph-text: 2024-25ನೇ ಸಾಲಿನ ಮುಖ್ಯಮಂತ್ರಿ ರಾಜ್ಯದ ಬೆಳಗಾವಿ, ಮೈಸೂರು ಕಂದಾಯ ವಿಭಾಗಗಳಲ್ಲಿ ಅಲ್ಪಸಂಖ್ಯಾತರ ಸಮುದಾಯದ ಯುವಜನರಿಗೆ 90 ದಿನಗಳ ವಸತಿಯುತ ಪೊಲೀಸ್ ಸಬ್ ಇನ್ಸ್ ಪೆಕ್ಟರ್ (ಪಿಎಸ್‌ಐ) ನೇಮಕಾತಿ ಪರೀಕ್ಷಾ ಪೂರ್ವ ತರಬೇತಿಯನ್ನು ಪುರುಷ ಮತ್ತು ಮಹಿಳಾ ಅಭ್ಯರ್ಥಿಗಳಿಗೆ ಪ್ರತಿಷ್ಠಿತ ಸಂಸ್ಥೆಯ ಮೂಲಕ ನೀಡಲು ಸೇವಾಸಿಂಧು ಪೋರ್ಟಲ್ ಮುಖಾಂತರ ಆನ್ ಲೈನ್‌ನಲ್ಲಿ ಅರ್ಜಿಗಳನ್ನು ಆಹ್ವಾನಿಸಲಾಗಿದೆ. ಜಿಲ್ಲೆಯ ಅರ್ಹ ಅಲ್ಪಸಂಖ್ಯಾತರ ಸಮುದಾಯದ ಅಭ್ಯರ್ಥಿಗಳು ಸೇವಾಸಿಂಧು ಪೋರ್ಟಲ್ https:// sevasindhu.karnataka.gov.in ಮೂಲಕ ಅರ್ಜಿಗಳನ್ನು ಮೇ.23 ರೊಳಗಾಗಿ ಸಲ್ಲಿಸಬಹುದು. ಹೆಚ್ಚಿನ ಮಾಹಿತಿಗಾಗಿ https:// dom.karnataka.gov.in ವೀಕ್ಷಿಸಿ ಅಥವಾ ಅಭ್ಯರ್ಥಿಗಳು ಅಲ್ಪಸಂಖ್ಯಾತರ ಜಿಲ್ಲಾ ಕಚೇರಿ, ಅಥವಾ ತಾಲೂಕು ಮಾಹಿತಿ ಕೇಂದ್ರಗಳಿಗೆ ಭೇಟಿ ನೀಡಬಹುದಾಗಿದೆ ಎಂದು ಅಲ್ಪಸಂಖ್ಯಾತರ ಕಲ್ಯಾಣ ಇಲಾಖೆಯ ಜಿಲ್ಲಾ ಅಧಿಕಾರಿಗಳು ಪ್ರಕಟಣೆಯಲ್ಲಿ ತಿಳಿಸಿದ್ದಾರೆ.	[55, 1982, 438, 2236]
two-column-text	[454, 642, 1024, 891]
article-separator	[55, 1893, 438, 1895]
article-escom-1	[1041, 1243, 1424, 1674]
byline: ವಿಜಯನಗರವಾಣಿ ಸುದ್ದಿ	[454, 647, 555, 663]
kicker: ನರೇಗಾ ಯೋಜನೆಯ ಸೌಲಭ್ಯ ಪಡೆಯಿರಿ	[609, 248, 869, 272]
article-separator	[1041, 774, 1424, 776]
column-center	[454, 248, 1024, 2375]
article-separator	[454, 1805, 1024, 1807]
paragraph-text: ಇಲ್ಲಿನ ಜೆಸ್ಕಾಂ ಕಾರ್ಯ ಮತ್ತು ಪಾಲನೆಯ ನಗರ ಉಪ ವಿಭಾಗ-1ರ 11ಕೆವಿ ಮಾರ್ಗ ದುರಸ್ತಿ ಕಾಮಗಾರಿ ನಿರ್ವಹಿಸುತ್ತಿರುವ ಪ್ರಯುಕ್ತ ಮೇ.13ರ ಮಧ್ಯಾಹ್ನ 12 ಗಂಟೆಯಿಂದ ಸಂಜೆ 04 ಗಂಟೆಯವರೆಗೆ ನಗರದ ವಿವಿಧೆಡೆ ವಿದ್ಯುತ್ ವ್ಯತ್ಯಯವಾಗಲಿದ್ದು, ಗ್ರಾಹಕರು ಸಹಕರಿಸಬೇಕು.	[1041, 2161, 1424, 2243]
article-paragraph: ಹೆಚ್ಚಿನ ಮಾಹಿತಿಗಾಗಿ ಮೊಬೈಲ್ ಸಂಖ್ಯೆ: 9902072101,7411421775ಗೆ ಸಂಪರ್ಕ ಮಾಡಬಹುದಾಗಿದೆ ಎಂದು ಲಿಂಗಸುಗೂರು ಜಿಟಿಟಿಸಿ ಸಂಸ್ಥೆಯ ಪ್ರಾಂಶುಪಾಲರು ಪ್ರಕಟಣೆಯಲ್ಲಿ ತಿಳಿಸಿದ್ದಾರೆ.	[55, 1717, 438, 1776]
article-paragraph	[1041, 1719, 1424, 1805]
column-divider-right	[1032, 248, 1033, 2381]
text-column	[454, 642, 733, 891]
masthead	[51, 150, 1424, 223]
article-nrega-campaign	[454, 248, 1024, 1052]
article-water-problem	[55, 248, 438, 1110]
article-paragraph	[454, 1128, 697, 1343]
paragraph-text: ಕುಡಿಯುವ ನೀರಿನ ಘಟಕ, ಬೀದಿ ದೀಪ ಸೇರಿದಂತೆ ನಾನಾ ಸಮಸ್ಯೆ ಆಲಿಸಿದ್ದು, ಅತಿ ಅವಶ್ಯಕವಾಗಿರುವ ಕುಡಿಯುವ ನೀರಿನ ಸಮಸ್ಯೆ ಕೂಡಲೇ ಕ್ರಮವಹಿಸಲಿದೆ. ಮತ್ತು ಉಳಿದ ಬೇಡಿಕೆಗಳನ್ನು ಹಂತ ಹಂತದಲ್ಲಿ ಪರಿಹರಿಸುವ ನಿಟ್ಟಿನಲ್ಲಿ ಅಧಿಕಾರಿಗಳು ಕೆಲಸ ಮಾಡಬೇಕು ಎಂದು ಶಾಸಕಿ ಅನ್ನಪೂರ್ಣ ಈ.ತುಕಾರಾಂ ತಿಳಿಸಿದರು.	[55, 324, 438, 405]
article-paragraph	[454, 1931, 708, 2081]
article-buddha-jayanti	[454, 1060, 1024, 1805]
article-paragraph	[1041, 2160, 1424, 2246]
paragraph-text: ಗ್ರಾಮೀಣ ಭಾಗದ ಜನರು ಸ್ವಾವಲಂಬಿ ಯಾಗಿ ಕೂಲಿ ಕೆಲಸ ಮಾಡಲು ನರೇಗಾ ಯೋಜನೆ ಸಹಕಾರಿಯಾಗಿದ್ದು, ಎಲ್ಲರೂ ಯೋಜನೆ ಲಾಭ ಪಡೆದುಕೊಳ್ಳಬೇಕು ಎಂದು ತಾ.ಪಂ. ಸಹಾಯಕ ನಿರ್ದೇಶಕರಾದ ಮಹಾಂತಗೌಡ ಪಾಟೀಲ್ ಅವರು ಸಲಹೆ ನೀಡಿದರು. ತಾಲೂಕಿನ ಗಡ್ಡಿ ಕೆರೆ ಹೂಳೆತ್ತುವ ಕಾಮಗಾರಿ ಸ್ಥಳದಲ್ಲಿ ಏರ್ಪಡಿಸಿದ್ದ ದುಡಿಯೋಣ ಬಾ ಅಭಿಯಾನದಲ್ಲಿ ಮಾತನಾಡಿದರು.	[454, 669, 734, 793]
article-escom-3	[1041, 2099, 1424, 2377]
article-paragraph: ಕಂಪ್ಲಿ ತಾಲೂಕಿನ ಗ್ರಾಮದಲ್ಲಿ ಸುಮಾರು 490 ಲಕ್ಷ ವೆಚ್ಚದಲ್ಲಿ ನಿರ್ಮಿಸಲಿರುವ ರಸ್ತೆ ಅಭಿವೃದ್ಧಿ ಕಾಮಗಾರಿಗೆ ಸೋಮವಾರ ಭೂಮಿಪೂಜೆ ನೆರವೇರಿಸಿ ಮಾತನಾಡಿ, ರೈತರು ರಸ್ತೆಗಳನ್ನು ಸುರಕ್ಷಿತವಾಗಿ ಕಾಪಾಡಿಕೊಳ್ಳಲು ಸಹಕರಿಸಬೇಕು. ಕೇಜ್ ವೀಲ್ ಹಾಕುವುದರಿಂದ ರಸ್ತೆಗಳು ಹಾಳಾಗುತ್ತವೆ. ಹೊಸ ರಸ್ತೆಗಳು ಬೇಗನೆ ಹದಗೆಡುತ್ತವೆ ಎಂದರು.	[454, 2087, 708, 2211]
article-paragraph: ಈ ತರಬೇತಿಯು ಉನ್ನತ ಡಿಪ್ಲೊಮಾ ಕೋರ್ಸ್‌ಗಳಿಂತ ವಿಭಿನ್ನವಾಗಿದ್ದು, ಹಲವಾರು ವಿಶೇಷತೆಗಳನ್ನು ಹೊಂದಿದ್ದು, ತರಬೇತಿ ಪೂರ್ಣಗೊಳಿಸಿದ ಅಭ್ಯರ್ಥಿಗಳಿಗೆ ಪ್ರತಿಶತ 100ರಷ್ಟು ಉದ್ಯೋಗ ಒದಗಿಸಿಕೊಡುವ ಸೌಲಭ್ಯವಿದೆ. ಇದಲ್ಲದೆ ಹೆಚ್ಚಿನ ವಿದ್ಯಾರ್ಥಿಗಳು ಬಹುರಾಷ್ಟ್ರೀಯ ಕಂಪನಿಗಳಲ್ಲಿ ಕೆಲಸ ಪಡೆದಿದ್ದಾರೆ.	[55, 1515, 438, 1596]
article-paragraph	[1041, 330, 1424, 394]
text-column	[454, 1123, 697, 1447]
headline: ಜೆಸ್ಕಾಂ ನಗರ-2: ಇಂದು ವಿದ್ಯುತ್ ವ್ಯತ್ಯಯ	[1041, 1683, 1385, 1712]
paper-tagline: KANNADA DAILY MORNING	[702, 172, 1025, 199]
text-column	[454, 1905, 708, 2221]
column-right	[1041, 248, 1424, 2377]
